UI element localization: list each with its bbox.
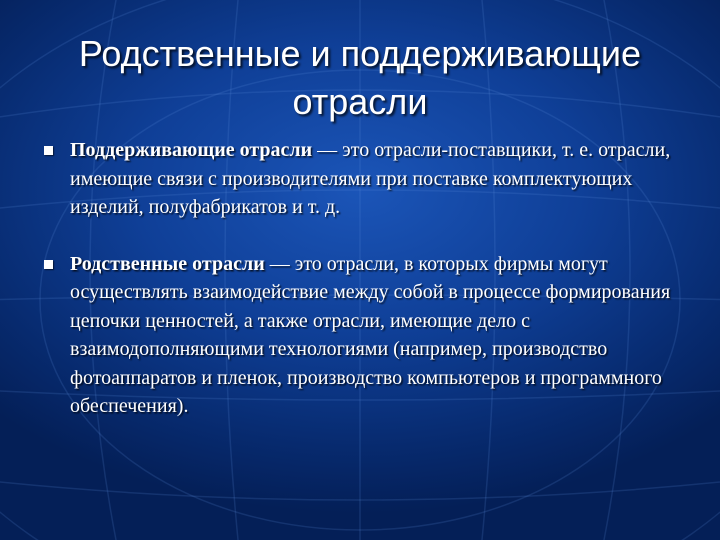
slide-title: Родственные и поддерживающие отрасли [78,33,642,122]
bullet-related-industries [44,250,684,421]
bullet-text: — это отрасли-поставщики, т. е. отрасли, имеющие связи с производителями при поставке комплектующих изделий, полуфабрикатов и т. д. [70,139,671,218]
square-bullet-icon [44,260,53,269]
bullet-list [44,136,684,421]
bullet-term: Поддерживающие отрасли [70,139,313,161]
square-bullet-icon [44,146,53,155]
bullet-text: — это отрасли, в которых фирмы могут осуществлять взаимодействие между собой в процессе формирования цепочки ценностей, а также отрасли, имеющие дело с взаимодополняющими технологиями (например, производство фотоаппаратов и пленок, производство компьютеров и программного обеспечения). [70,252,671,417]
bullet-supporting-industries [44,136,684,222]
bullet-term: Родственные отрасли [70,252,265,275]
